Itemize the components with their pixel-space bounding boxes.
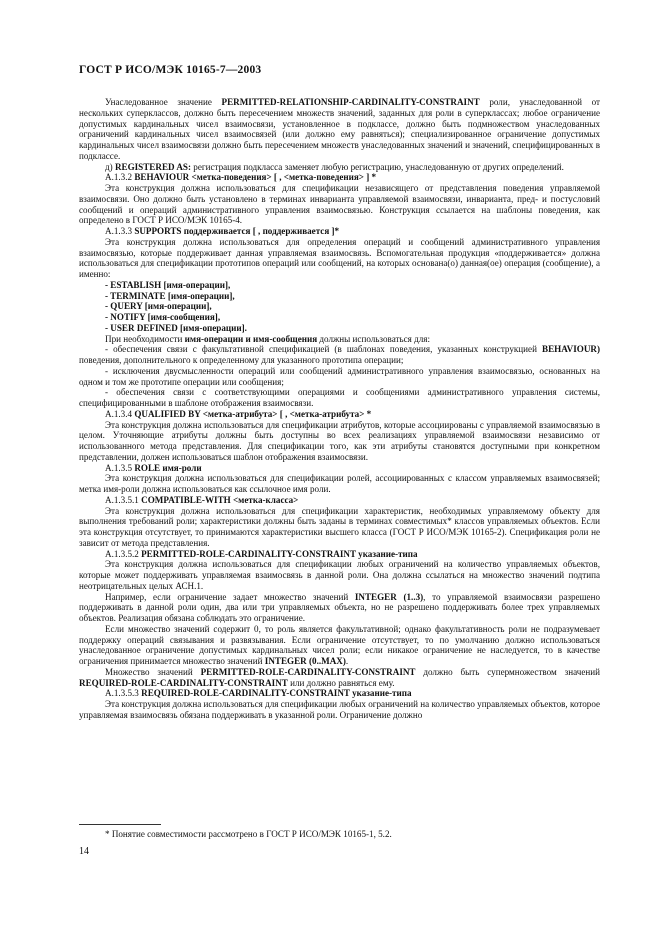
section-heading-qualified-by	[79, 409, 600, 420]
section-number: А.1.3.2	[105, 172, 135, 183]
paragraph: Эта конструкция должна использоваться для определения операций и сообщений административного управления взаимосвязью, которые поддерживает данная управляемая взаимосвязь. Вспомогательная продукция «поддерживается» должна использоваться для спецификации прототипов операций или сообщений, на которых основана(о) данная(ое) операция (сообщение), а именно:	[79, 236, 600, 279]
text: Если множество значений содержит 0, то роль является факультативной; однако факультативность роли не подразумевает поддержку операций связывания и развязывания. Если ограничение отсутствует, то по умолчанию должно использоваться унаследованное ограничение допустимых кардинальных чисел роли; если никакое ограничение не наследуется, то в качестве ограничения принимается множество значений	[79, 623, 600, 666]
keyword: INTEGER (0..MAX)	[264, 656, 346, 666]
paragraph-registered-as	[79, 162, 600, 173]
paragraph: - обеспечения связи с соответствующими операциями и сообщениями административного управления системы, специфицированными в шаблоне отображения взаимосвязи.	[79, 387, 600, 408]
section-heading-compatible-with	[79, 495, 600, 506]
keyword: INTEGER (1..3)	[354, 591, 424, 602]
text: должны использоваться для:	[317, 333, 430, 344]
page-number: 14	[79, 846, 89, 857]
list-item: - TERMINATE [имя-операции],	[105, 290, 235, 301]
text: должно быть супермножеством значений	[415, 666, 600, 677]
section-title: REQUIRED-ROLE-CARDINALITY-CONSTRAINT указание-типа	[141, 688, 412, 699]
list-item: - NOTIFY [имя-сообщения],	[105, 312, 221, 322]
text: .	[345, 656, 349, 666]
section-number: А.1.3.3	[105, 226, 135, 236]
paragraph: Эта конструкция должна использоваться для спецификации характеристик, необходимых управляемому объекту для выполнения требований роли; характеристики должны быть заданы в терминах совместимых* классов управляемых объектов. Если эта конструкция отсутствует, то принимаются характеристики высшего класса (ГОСТ Р ИСО/МЭК 10165-2). Спецификация роли не зависит от метода представления.	[79, 505, 600, 548]
paragraph	[79, 592, 600, 624]
footnote-divider	[79, 824, 161, 825]
paragraph: - исключения двусмысленности операций или сообщений административного управления взаимосвязью, основанных на одном и том же прототипе операции или сообщения;	[79, 365, 600, 387]
paragraph: Эта конструкция должна использоваться для спецификации ролей, ассоциированных с классом управляемых взаимосвязей; метка имя-роли должна использоваться как ссылочное имя роли.	[79, 473, 600, 494]
list-item: - ESTABLISH [имя-операции],	[105, 279, 231, 290]
section-number: А.1.3.4	[105, 408, 135, 419]
keyword: REQUIRED-ROLE-CARDINALITY-CONSTRAINT	[79, 677, 288, 688]
keyword: PERMITTED-RELATIONSHIP-CARDINALITY-CONSTRAINT	[221, 97, 480, 107]
text: Например, если ограничение задает множество значений	[105, 591, 355, 602]
paragraph: Эта конструкция должна использоваться для спецификации любых ограничений на количество управляемых объектов, которые может поддерживать управляемая взаимосвязь в данной роли. Она должна ссылаться на множество значений подтипа неотрицательных целых АСН.1.	[79, 559, 600, 591]
text: или должно равняться ему.	[287, 677, 395, 688]
paragraph-inherited-value	[79, 97, 600, 162]
keyword: BEHAVIOUR)	[542, 344, 600, 355]
paragraph	[79, 334, 600, 345]
page-header: ГОСТ Р ИСО/МЭК 10165-7—2003	[79, 64, 262, 76]
section-number: А.1.3.5.3	[105, 688, 142, 699]
paragraph: Эта конструкция должна использоваться для спецификации независящего от представления поведения управляемой взаимосвязи. Оно должно быть установлено в терминах инварианта управляемой взаимосвязи, инварианта, пред- и постусловий сообщений и операций административного управления взаимосвязью. Конструкция ссылается на шаблоны поведения, как определено в ГОСТ Р ИСО/МЭК 10165-4.	[79, 183, 600, 226]
list-item: - USER DEFINED [имя-операции].	[105, 322, 247, 333]
text: поведения, дополнительного к определенному для указанного прототипа операции;	[79, 355, 404, 365]
section-title: PERMITTED-ROLE-CARDINALITY-CONSTRAINT указание-типа	[141, 548, 418, 559]
section-title: QUALIFIED BY <метка-атрибута> [ , <метка-атрибута> *	[134, 408, 372, 419]
text: При необходимости	[105, 333, 185, 344]
paragraph	[79, 667, 600, 689]
section-number: А.1.3.5.1	[105, 494, 142, 505]
text: роли, унаследованной от нескольких суперклассов, должно быть пересечением множеств значений, заданных для роли в суперклассах; любое ограничение допустимых кардинальных чисел взаимосвязи, установленное в подклассе, должно быть подмножеством унаследованных ограничений кардинальных чисел взаимосвязей (или должно ему равняться); специализированное ограничение допустимых кардинальных чисел взаимосвязи должно быть пересечением множеств унаследованных значений и значений, специфицированных в подклассе.	[79, 97, 601, 161]
section-title: SUPPORTS поддерживается [ , поддерживается ]*	[134, 226, 340, 236]
section-heading-supports	[79, 226, 600, 237]
paragraph	[79, 624, 600, 667]
document-body	[79, 97, 600, 721]
section-number: А.1.3.5	[105, 462, 135, 473]
keyword: PERMITTED-ROLE-CARDINALITY-CONSTRAINT	[200, 666, 416, 677]
section-title: BEHAVIOUR <метка-поведения> [ , <метка-поведения> ] *	[134, 172, 377, 183]
paragraph	[79, 344, 600, 366]
text: - обеспечения связи с факультативной спецификацией (в шаблонах поведения, указанных конструкцией	[105, 344, 543, 355]
keyword: имя-операции и имя-сообщения	[184, 333, 318, 344]
keyword: REGISTERED AS:	[114, 161, 191, 172]
text: д)	[105, 161, 115, 172]
text: Множество значений	[105, 666, 201, 677]
text: , то управляемой взаимосвязи разрешено поддерживать в данной роли один, два или три управляемых объекта, но не разрешено поддерживать более трех управляемых объектов. Реализация обязана соблюдать это ограничение.	[79, 591, 600, 623]
section-heading-required-role	[79, 688, 600, 699]
section-title: ROLE имя-роли	[134, 462, 202, 473]
text: регистрация подкласса заменяет любую регистрацию, унаследованную от других определений.	[191, 161, 564, 172]
list-item: - QUERY [имя-операции],	[105, 301, 212, 312]
section-heading-permitted-role	[79, 549, 600, 560]
footnote: * Понятие совместимости рассмотрено в ГОСТ Р ИСО/МЭК 10165-1, 5.2.	[105, 829, 392, 839]
section-number: А.1.3.5.2	[105, 548, 142, 559]
section-heading-behaviour	[79, 172, 600, 183]
section-title: COMPATIBLE-WITH <метка-класса>	[141, 494, 299, 505]
text: Унаследованное значение	[105, 97, 222, 107]
section-heading-role	[79, 463, 600, 474]
paragraph: Эта конструкция должна использоваться для спецификации атрибутов, которые ассоциированы с управляемой взаимосвязью в целом. Уточняющие атрибуты должны быть доступны во всех реализациях управляемой взаимосвязи независимо от использованного метода представления. Для спецификации того, как эти атрибуты становятся доступными при конкретном представлении, должен использоваться шаблон отображения взаимосвязи.	[79, 419, 600, 462]
paragraph: Эта конструкция должна использоваться для спецификации любых ограничений на количество управляемых объектов, которое управляемая взаимосвязь обязана поддерживать в указанной роли. Ограничение должно	[79, 699, 601, 720]
